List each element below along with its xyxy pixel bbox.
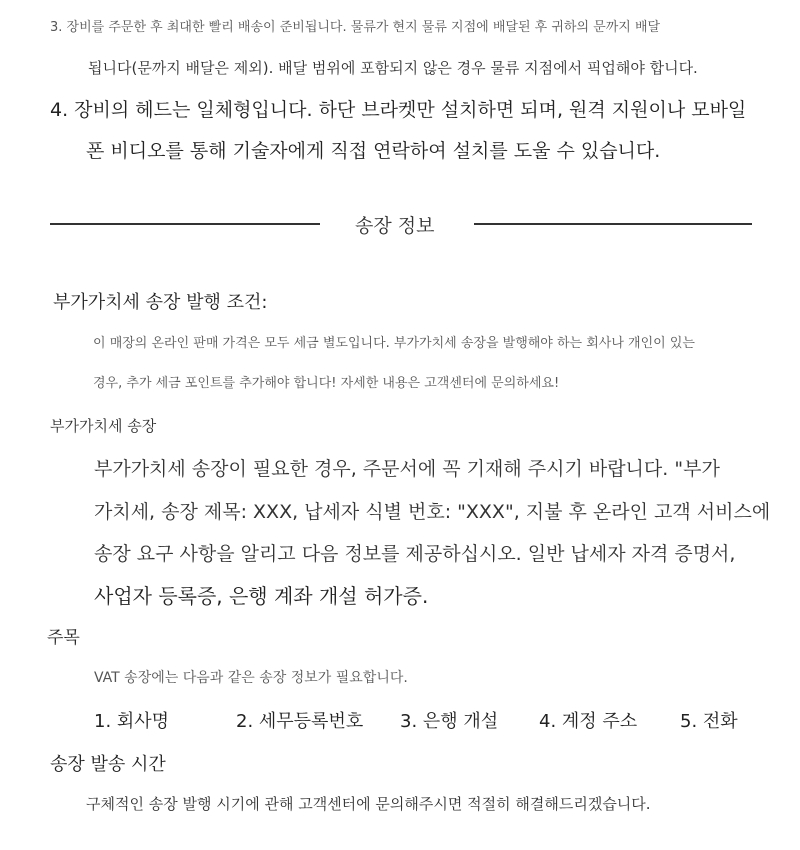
- vat-invoice-line2: 가치세, 송장 제목: XXX, 납세자 식별 번호: "XXX", 지불 후 온라인 고객 서비스에: [94, 501, 771, 523]
- item3-line1: 3. 장비를 주문한 후 최대한 빨리 배송이 준비됩니다. 물류가 현지 물류 지점에 배달된 후 귀하의 문까지 배달: [50, 20, 661, 35]
- conditions-heading: 부가가치세 송장 발행 조건:: [53, 292, 268, 313]
- item4-line2: 폰 비디오를 통해 기술자에게 직접 연락하여 설치를 도울 수 있습니다.: [86, 140, 661, 162]
- conditions-line2: 경우, 추가 세금 포인트를 추가해야 합니다! 자세한 내용은 고객센터에 문의하세요!: [93, 376, 560, 391]
- item4-line1: 4. 장비의 헤드는 일체형입니다. 하단 브라켓만 설치하면 되며, 원격 지원이나 모바일: [50, 99, 747, 121]
- requirement-phone: 5. 전화: [680, 711, 738, 732]
- vat-invoice-heading: 부가가치세 송장: [50, 417, 157, 435]
- section-divider-right: [474, 223, 752, 225]
- issue-time-heading: 송장 발송 시간: [50, 754, 166, 775]
- vat-invoice-line3: 송장 요구 사항을 알리고 다음 정보를 제공하십시오. 일반 납세자 자격 증명서,: [94, 543, 736, 565]
- item3-line2: 됩니다(문까지 배달은 제외). 배달 범위에 포함되지 않은 경우 물류 지점에서 픽업해야 합니다.: [88, 59, 698, 77]
- section-divider-left: [50, 223, 320, 225]
- issue-time-text: 구체적인 송장 발행 시기에 관해 고객센터에 문의해주시면 적절히 해결해드리겠습니다.: [86, 795, 651, 813]
- notice-heading: 주목: [47, 628, 80, 648]
- requirement-tax-number: 2. 세무등록번호: [236, 711, 364, 732]
- notice-intro: VAT 송장에는 다음과 같은 송장 정보가 필요합니다.: [94, 670, 408, 686]
- requirement-account-address: 4. 계정 주소: [539, 711, 638, 732]
- conditions-line1: 이 매장의 온라인 판매 가격은 모두 세금 별도입니다. 부가가치세 송장을 발행해야 하는 회사나 개인이 있는: [93, 336, 695, 351]
- vat-invoice-line4: 사업자 등록증, 은행 계좌 개설 허가증.: [94, 584, 429, 608]
- requirement-company-name: 1. 회사명: [94, 711, 170, 732]
- section-title: 송장 정보: [355, 215, 435, 237]
- requirement-bank: 3. 은행 개설: [400, 711, 499, 732]
- vat-invoice-line1: 부가가치세 송장이 필요한 경우, 주문서에 꼭 기재해 주시기 바랍니다. "부가: [94, 458, 720, 480]
